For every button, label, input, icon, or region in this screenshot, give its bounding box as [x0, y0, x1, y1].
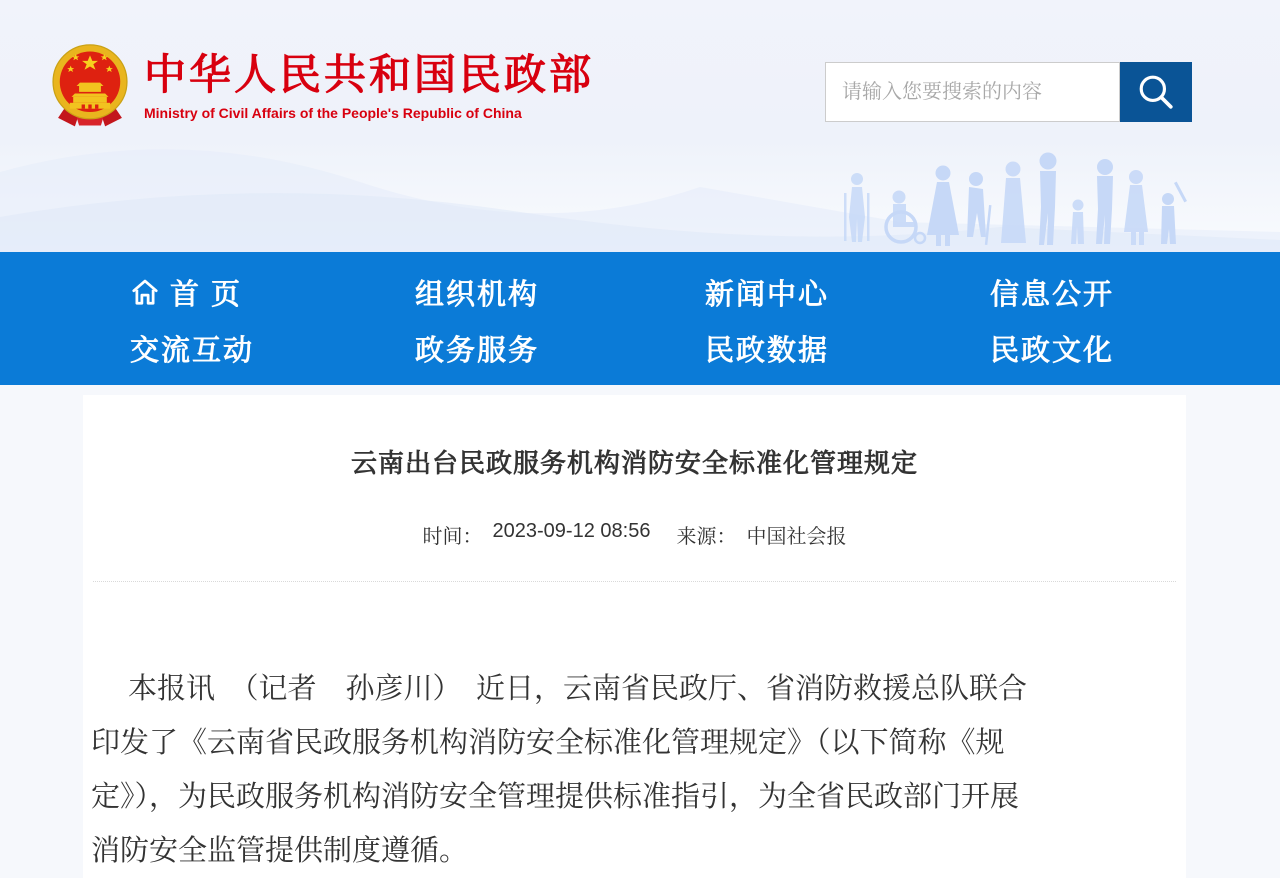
- nav-item-interaction[interactable]: [130, 328, 254, 369]
- nav-item-news-center[interactable]: [705, 272, 829, 313]
- meta-source-value: 中国社会报: [746, 526, 847, 548]
- nav-item-home[interactable]: [130, 272, 242, 313]
- article-meta: [91, 520, 1178, 549]
- people-silhouettes-illustration: [843, 147, 1193, 247]
- nav-label: 政务服务: [415, 334, 540, 367]
- article-title: 云南出台民政服务机构消防安全标准化管理规定: [350, 448, 918, 478]
- site-title-cn: 中华人民共和国民政部: [144, 51, 595, 99]
- article-body-line: 本报讯 （记者 孙彦川） 近日，云南省民政厅、省消防救援总队联合: [128, 673, 1028, 705]
- site-header: [0, 0, 1280, 252]
- article-body: [91, 662, 1178, 878]
- search-button[interactable]: [1120, 62, 1192, 122]
- nav-label: 首 页: [170, 278, 243, 311]
- site-logo[interactable]: [48, 42, 594, 130]
- article-body-line: 印发了《云南省民政服务机构消防安全标准化管理规定》（以下简称《规: [91, 727, 1005, 759]
- main-navigation: [0, 252, 1280, 385]
- nav-label: 交流互动: [130, 334, 255, 367]
- article-body-line: 消防安全监管提供制度遵循。: [91, 835, 469, 867]
- national-emblem-icon: [48, 42, 132, 130]
- nav-label: 信息公开: [990, 278, 1115, 311]
- nav-label: 新闻中心: [705, 278, 830, 311]
- search-bar: [825, 62, 1192, 122]
- nav-item-government-services[interactable]: [415, 328, 539, 369]
- site-title-block: [144, 51, 594, 120]
- page-content: [0, 385, 1280, 878]
- search-input[interactable]: [825, 62, 1120, 122]
- meta-time-value: 2023-09-12 08:56: [492, 520, 651, 542]
- nav-item-civil-affairs-data[interactable]: [705, 328, 829, 369]
- home-icon: [130, 277, 160, 307]
- site-title-en: Ministry of Civil Affairs of the People's Republic of China: [144, 104, 522, 121]
- nav-label: 组织机构: [415, 278, 540, 311]
- nav-item-organization[interactable]: [415, 272, 539, 313]
- nav-label: 民政文化: [990, 334, 1115, 367]
- article-card: [83, 395, 1186, 878]
- search-icon: [1137, 73, 1175, 111]
- nav-item-information-disclosure[interactable]: [990, 272, 1114, 313]
- article-divider: [93, 581, 1176, 582]
- nav-label: 民政数据: [705, 334, 830, 367]
- nav-item-civil-affairs-culture[interactable]: [990, 328, 1114, 369]
- meta-source-label: 来源：: [676, 526, 737, 548]
- meta-time-label: 时间：: [422, 526, 483, 548]
- article-body-line: 定》），为民政服务机构消防安全管理提供标准指引，为全省民政部门开展: [91, 781, 1020, 813]
